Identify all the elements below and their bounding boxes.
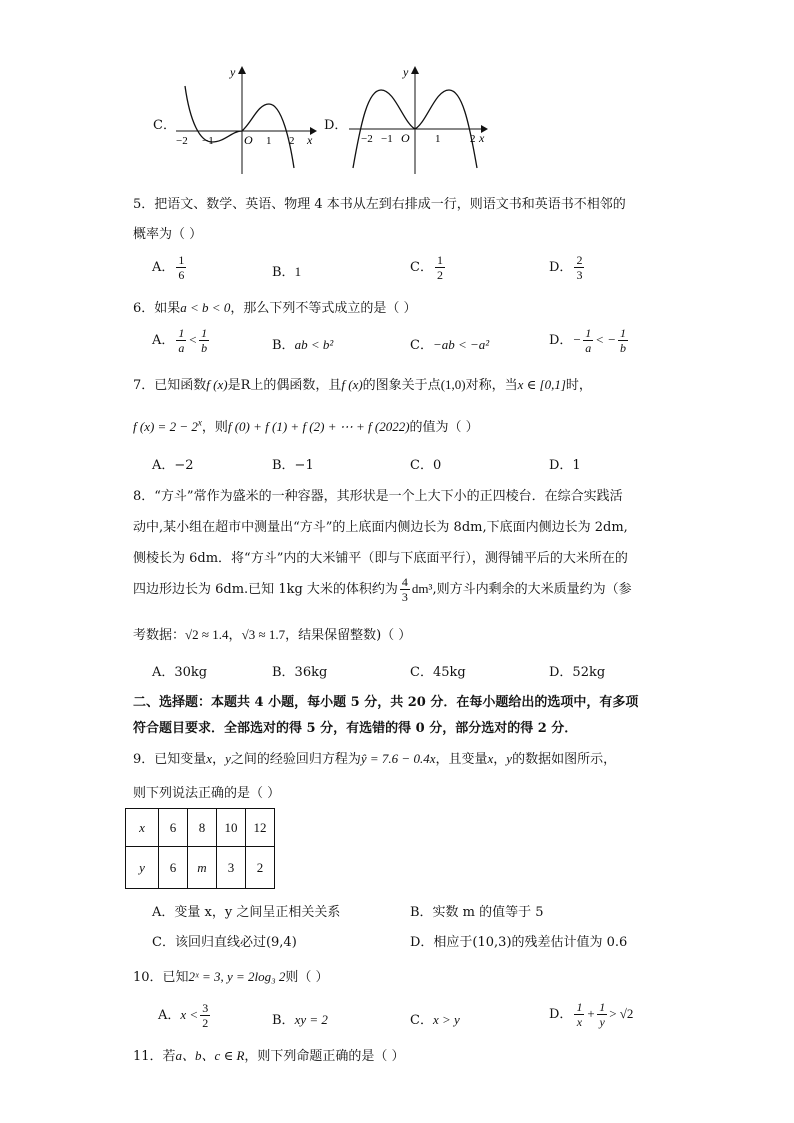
q8-option-c: C．45kg: [410, 665, 466, 680]
q8-stem-line2: 动中,某小组在超市中测量出“方斗”的上底面内侧边长为 8dm,下底面内侧边长为 2dm,: [133, 520, 628, 535]
q4-c-tick: 2: [289, 135, 295, 147]
table-cell: 8: [188, 809, 217, 847]
q7-option-d: D．1: [549, 458, 581, 473]
q8-stem-line1: 8．“方斗”常作为盛米的一种容器，其形状是一个上大下小的正四棱台．在综合实践活: [133, 489, 623, 504]
q4-c-tick: 1: [266, 135, 272, 147]
q5-option-c: C． $\frac{1}{2}$: [410, 253, 443, 282]
table-row: [126, 809, 275, 847]
q8-option-b: B．36kg: [272, 665, 328, 680]
table-cell: y: [126, 847, 159, 889]
q9-stem-line2: 则下列说法正确的是（ ）: [133, 786, 281, 801]
q7-option-a: A．−2: [152, 458, 194, 473]
q6-option-c: C．−ab < −a²: [410, 337, 490, 353]
q6-option-a: A． $\frac{1}{a}$ < $\frac{1}{b}$: [152, 326, 208, 355]
q4-option-d-label: D．: [324, 118, 348, 133]
q4-c-x-label: x: [307, 133, 313, 147]
table-cell: 3: [217, 847, 246, 889]
q9-stem-line1: 9．已知变量x，y之间的经验回归方程为ŷ = 7.6 − 0.4x，且变量x，y的数据如图所示，: [133, 751, 617, 767]
section2-heading-line2: 符合题目要求．全部选对的得 5 分，有选错的得 0 分，部分选对的得 2 分．: [133, 721, 578, 736]
q10-option-a: A．x < $\frac{3}{2}$: [158, 1001, 209, 1030]
q5-stem-line2: 概率为（ ）: [133, 227, 203, 242]
table-cell: 2: [246, 847, 275, 889]
q9-option-d: D．相应于(10,3)的残差估计值为 0.6: [410, 935, 628, 950]
q8-stem-line3: 侧棱长为 6dm．将“方斗”内的大米铺平（即与下底面平行），测得铺平后的大米所在的: [133, 551, 628, 566]
q11-stem: 11．若a、b、c ∈ R，则下列命题正确的是（ ）: [133, 1048, 405, 1064]
table-cell: x: [126, 809, 159, 847]
q8-stem-line5: 考数据：√2 ≈ 1.4，√3 ≈ 1.7，结果保留整数)（ ）: [133, 627, 412, 643]
section2-heading-line1: 二、选择题：本题共 4 小题，每小题 5 分，共 20 分．在每小题给出的选项中，有多项: [133, 695, 639, 710]
q4-c-tick: −1: [202, 135, 214, 147]
q4-graph-d: [343, 62, 493, 180]
q8-stem-line4: 四边形边长为 6dm.已知 1kg 大米的体积约为 $\frac{4}{3}$ dm³,则方斗内剩余的大米质量约为（参: [133, 575, 632, 604]
q7-stem-line1: 7．已知函数f (x)是R上的偶函数，且f (x)的图象关于点(1,0)对称，当x ∈ [0,1]时，: [133, 377, 592, 393]
q9-option-a: A．变量 x，y 之间呈正相关关系: [152, 905, 341, 920]
q4-d-origin: O: [401, 131, 410, 145]
q6-option-b: B．ab < b²: [272, 337, 334, 353]
q10-option-c: C．x > y: [410, 1012, 460, 1028]
q4-d-y-label: y: [403, 65, 409, 79]
q10-option-d: D． $\frac{1}{x}$ + $\frac{1}{y}$ > √2: [549, 1000, 634, 1029]
table-cell: 6: [159, 809, 188, 847]
q5-option-d: D． $\frac{2}{3}$: [549, 253, 583, 282]
q6-stem: 6．如果a < b < 0，那么下列不等式成立的是（ ）: [133, 300, 417, 316]
q5-option-b: B．1: [272, 264, 302, 280]
q10-option-b: B．xy = 2: [272, 1012, 328, 1028]
q8-option-d: D．52kg: [549, 665, 606, 680]
q4-d-x-label: x: [479, 131, 485, 145]
q4-d-tick: −1: [381, 133, 393, 145]
q9-option-b: B．实数 m 的值等于 5: [410, 905, 544, 920]
q5-option-a: A． $\frac{1}{6}$: [152, 253, 185, 282]
q10-stem: 10．已知2ˣ = 3, y = 2log₃ 2则（ ）: [133, 969, 329, 985]
q9-data-table: [125, 808, 275, 889]
q4-d-tick: −2: [361, 133, 373, 145]
q7-option-b: B．−1: [272, 458, 314, 473]
table-cell: 6: [159, 847, 188, 889]
table-cell: m: [188, 847, 217, 889]
q8-option-a: A．30kg: [152, 665, 208, 680]
q4-d-tick: 2: [470, 133, 476, 145]
q4-c-tick: −2: [176, 135, 188, 147]
q6-option-d: D．− $\frac{1}{a}$ < − $\frac{1}{b}$: [549, 326, 627, 355]
q4-c-y-label: y: [230, 65, 236, 79]
table-row: [126, 847, 275, 889]
q4-option-c-label: C．: [153, 118, 176, 133]
q7-stem-line2: f $(x) = 2 - 2^x$，则f (0) + f (1) + f (2) + ⋯ + f (2022)的值为（ ）: [133, 417, 479, 435]
table-cell: 10: [217, 809, 246, 847]
q4-c-origin: O: [244, 133, 253, 147]
q9-option-c: C．该回归直线必过(9,4): [152, 935, 297, 950]
q5-stem-line1: 5．把语文、数学、英语、物理 4 本书从左到右排成一行，则语文书和英语书不相邻的: [133, 197, 626, 212]
q7-option-c: C．0: [410, 458, 442, 473]
q4-d-tick: 1: [435, 133, 441, 145]
q4-graph-c: [170, 62, 320, 180]
table-cell: 12: [246, 809, 275, 847]
